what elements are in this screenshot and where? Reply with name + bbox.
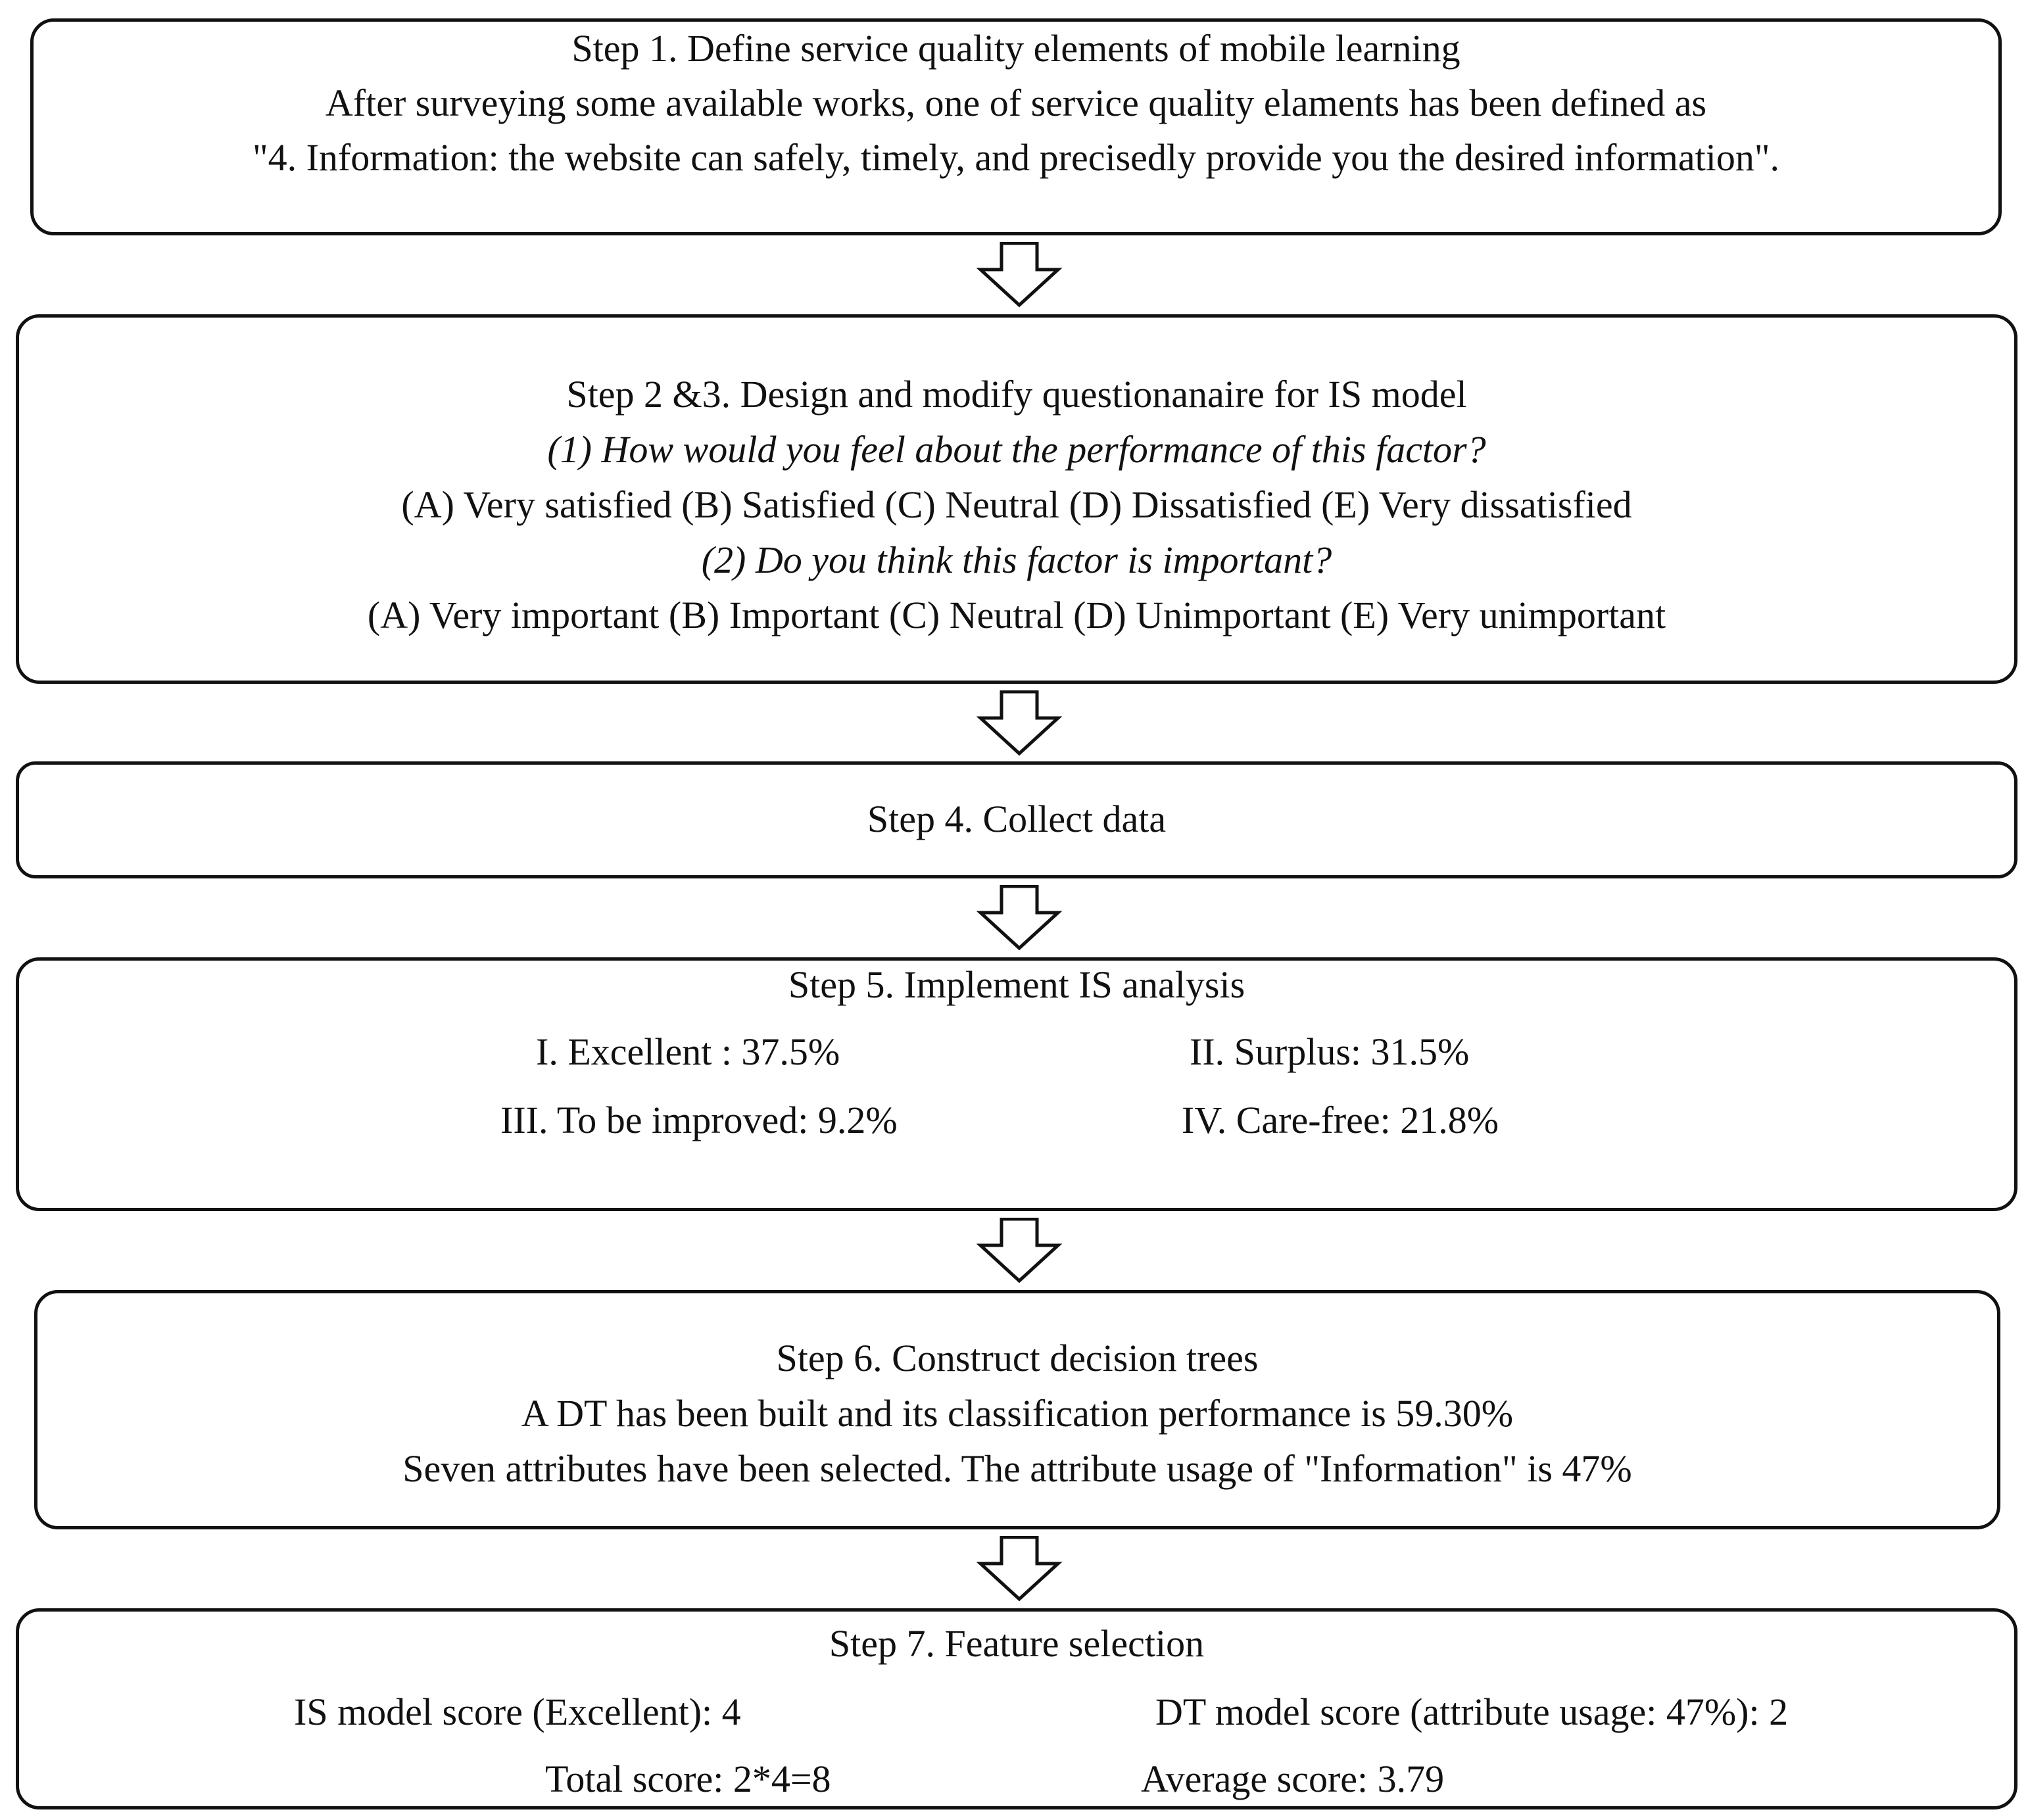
step5-surplus: II. Surplus: 31.5% xyxy=(1190,1030,1470,1073)
down-arrow-icon-2 xyxy=(977,690,1062,756)
step4-box xyxy=(16,761,2017,878)
step1-title: Step 1. Define service quality elements of mobile learning xyxy=(571,27,1461,70)
step7-is-model-score: IS model score (Excellent): 4 xyxy=(294,1690,741,1733)
down-arrow-icon-5 xyxy=(977,1536,1062,1602)
step23-question2: (2) Do you think this factor is important? xyxy=(701,539,1332,581)
step1-box xyxy=(30,18,2002,235)
step5-care-free: IV. Care-free: 21.8% xyxy=(1182,1099,1499,1141)
step6-line3: Seven attributes have been selected. The attribute usage of "Information" is 47% xyxy=(402,1447,1632,1490)
down-arrow-icon-4 xyxy=(977,1218,1062,1283)
step6-box xyxy=(34,1290,2000,1529)
step23-box xyxy=(16,314,2017,684)
step4-title: Step 4. Collect data xyxy=(867,798,1167,840)
step23-question1: (1) How would you feel about the performance of this factor? xyxy=(547,428,1486,471)
step7-dt-model-score: DT model score (attribute usage: 47%): 2 xyxy=(1155,1690,1789,1733)
step1-line3: "4. Information: the website can safely, timely, and precisedly provide you the desired information". xyxy=(252,136,1780,179)
step6-line2: A DT has been built and its classification performance is 59.30% xyxy=(521,1392,1514,1435)
step7-box xyxy=(16,1608,2017,1809)
step1-line2: After surveying some available works, one of service quality elaments has been defined as xyxy=(325,82,1707,124)
step5-title: Step 5. Implement IS analysis xyxy=(788,963,1245,1006)
step7-average-score: Average score: 3.79 xyxy=(1141,1758,1445,1800)
step7-title: Step 7. Feature selection xyxy=(829,1622,1205,1665)
step5-excellent: I. Excellent : 37.5% xyxy=(536,1030,840,1073)
down-arrow-icon-1 xyxy=(977,242,1062,308)
step5-to-be-improved: III. To be improved: 9.2% xyxy=(500,1099,898,1141)
step5-box xyxy=(16,957,2017,1211)
step7-total-score: Total score: 2*4=8 xyxy=(545,1758,831,1800)
step23-title: Step 2 &3. Design and modify questionanaire for IS model xyxy=(566,373,1467,416)
step23-answers2: (A) Very important (B) Important (C) Neutral (D) Unimportant (E) Very unimportant xyxy=(367,594,1666,636)
step6-title: Step 6. Construct decision trees xyxy=(776,1337,1259,1379)
down-arrow-icon-3 xyxy=(977,885,1062,951)
step23-answers1: (A) Very satisfied (B) Satisfied (C) Neutral (D) Dissatisfied (E) Very dissatisfied xyxy=(401,483,1632,526)
